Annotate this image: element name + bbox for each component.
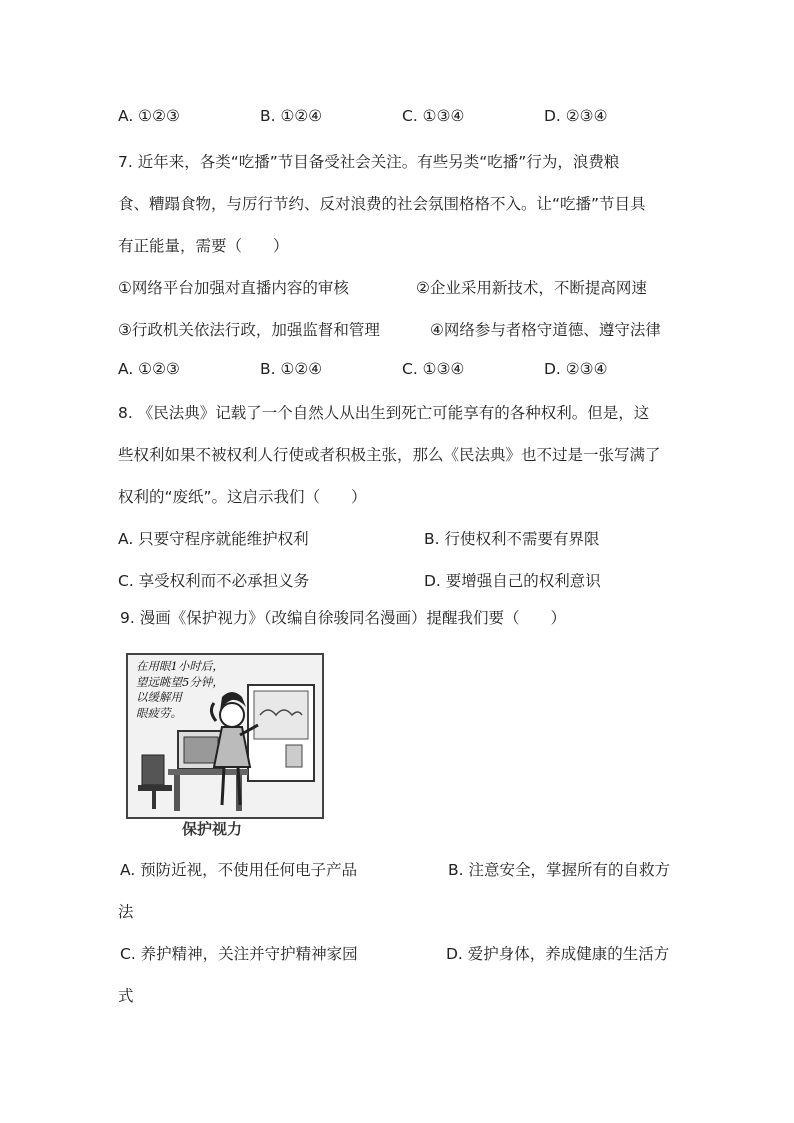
q7-item-2: ②企业采用新技术，不断提高网速 <box>416 279 647 297</box>
q8-option-b: B. 行使权利不需要有界限 <box>424 530 600 548</box>
cartoon-protect-eyesight <box>126 653 324 819</box>
q7-item-4: ④网络参与者格守道德、遵守法律 <box>430 321 661 339</box>
q6-option-b: B. ①②④ <box>260 107 323 125</box>
q8-stem-line-3: 权利的“废纸”。这启示我们（ ） <box>118 488 367 506</box>
q8-stem-line-2: 些权利如果不被权利人行使或者积极主张，那么《民法典》也不过是一张写满了 <box>118 446 661 464</box>
q7-stem-line-2: 食、糟蹋食物，与厉行节约、反对浪费的社会氛围格格不入。让“吃播”节目具 <box>118 195 646 213</box>
q7-option-d: D. ②③④ <box>544 360 608 378</box>
cartoon-title: 保护视力 <box>182 820 243 838</box>
q6-option-c: C. ①③④ <box>402 107 465 125</box>
q7-stem-line-1: 7. 近年来，各类“吃播”节目备受社会关注。有些另类“吃播”行为，浪费粮 <box>118 153 620 171</box>
q9-option-b: B. 注意安全，掌握所有的自救方 <box>448 861 670 879</box>
q7-option-a: A. ①②③ <box>118 360 180 378</box>
q7-stem-line-3: 有正能量，需要（ ） <box>118 237 289 255</box>
q9-option-a: A. 预防近视，不使用任何电子产品 <box>120 861 358 879</box>
q6-option-d: D. ②③④ <box>544 107 608 125</box>
q8-stem-line-1: 8. 《民法典》记载了一个自然人从出生到死亡可能享有的各种权利。但是，这 <box>118 404 650 422</box>
cartoon-caption: 在用眼1小时后， 望远眺望5分钟， 以缓解用 眼疲劳。 <box>136 659 224 720</box>
q7-item-1: ①网络平台加强对直播内容的审核 <box>118 279 349 297</box>
q6-option-a: A. ①②③ <box>118 107 180 125</box>
q9-option-b-continued: 法 <box>118 903 134 921</box>
q9-option-d-continued: 式 <box>118 987 134 1005</box>
q7-option-b: B. ①②④ <box>260 360 323 378</box>
q7-item-3: ③行政机关依法行政，加强监督和管理 <box>118 321 380 339</box>
q8-option-a: A. 只要守程序就能维护权利 <box>118 530 309 548</box>
q8-option-d: D. 要增强自己的权利意识 <box>424 572 601 590</box>
q9-option-d: D. 爱护身体，养成健康的生活方 <box>446 945 670 963</box>
q8-option-c: C. 享受权利而不必承担义务 <box>118 572 310 590</box>
q9-stem: 9. 漫画《保护视力》（改编自徐骏同名漫画）提醒我们要（ ） <box>120 609 566 627</box>
q9-option-c: C. 养护精神，关注并守护精神家园 <box>120 945 358 963</box>
q7-option-c: C. ①③④ <box>402 360 465 378</box>
